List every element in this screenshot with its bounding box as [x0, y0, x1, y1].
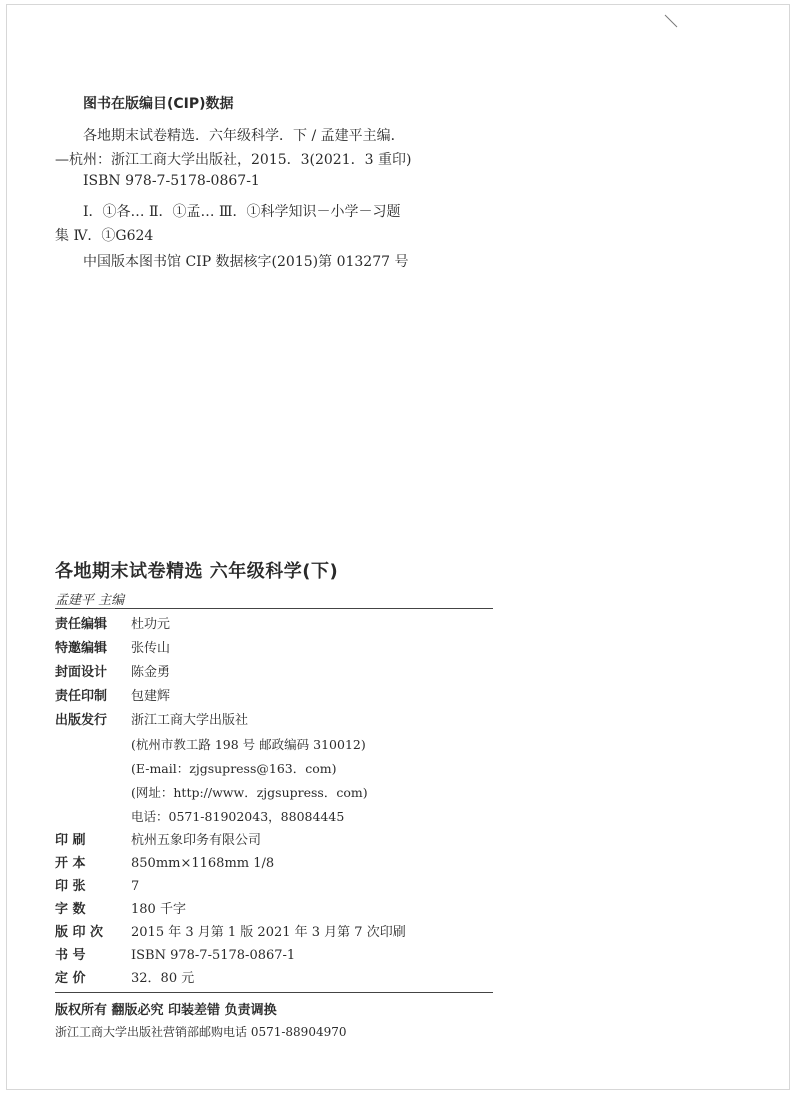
- spec-label: 印 刷: [55, 833, 86, 848]
- spec-row-isbn: [55, 946, 295, 966]
- spec-label: 字 数: [55, 902, 86, 917]
- cip-line-publisher: —杭州：浙江工商大学出版社，2015．3(2021．3 重印): [55, 152, 412, 168]
- spec-row-sheets: [55, 877, 139, 897]
- cip-line-classification-cont: 集 Ⅳ．①G624: [55, 228, 154, 244]
- divider-bottom: [55, 992, 493, 993]
- cip-line-record-number: 中国版本图书馆 CIP 数据核字(2015)第 013277 号: [83, 254, 409, 270]
- divider-top: [55, 608, 493, 609]
- spec-label: 定 价: [55, 971, 86, 986]
- staff-value: 杜功元: [131, 617, 171, 632]
- staff-value: 陈金勇: [131, 665, 171, 680]
- staff-row-publisher: [55, 711, 248, 731]
- staff-row-guest-editor: [55, 639, 170, 659]
- staff-label: 出版发行: [55, 713, 108, 728]
- staff-label: 责任编辑: [55, 617, 108, 632]
- spec-value: 32．80 元: [131, 971, 195, 986]
- chief-editor: 孟建平 主编: [55, 593, 125, 608]
- spec-row-format: [55, 854, 274, 874]
- spec-value: 杭州五象印务有限公司: [131, 833, 262, 848]
- cip-line-isbn: ISBN 978-7-5178-0867-1: [83, 173, 260, 189]
- spec-value: 850mm×1168mm 1/8: [131, 856, 275, 871]
- spec-value: ISBN 978-7-5178-0867-1: [131, 948, 296, 963]
- publisher-website: (网址：http://www．zjgsupress．com): [131, 785, 368, 800]
- staff-row-responsible-editor: [55, 615, 170, 635]
- sales-hotline: 浙江工商大学出版社营销部邮购电话 0571-88904970: [55, 1025, 347, 1039]
- spec-row-printer: [55, 831, 261, 851]
- staff-row-print-supervisor: [55, 687, 170, 707]
- publisher-address: (杭州市教工路 198 号 邮政编码 310012): [131, 737, 366, 752]
- staff-label: 封面设计: [55, 665, 108, 680]
- staff-label: 责任印制: [55, 689, 108, 704]
- spec-row-word-count: [55, 900, 186, 920]
- staff-row-cover-design: [55, 663, 170, 683]
- cip-heading: 图书在版编目(CIP)数据: [83, 96, 234, 112]
- publisher-email: (E-mail：zjgsupress@163．com): [131, 761, 337, 776]
- spec-row-price: [55, 969, 194, 989]
- book-title: 各地期末试卷精选 六年级科学(下): [55, 561, 339, 582]
- spec-label: 开 本: [55, 856, 86, 871]
- staff-value: 包建辉: [131, 689, 171, 704]
- cip-line-title: 各地期末试卷精选．六年级科学．下 / 孟建平主编．: [83, 128, 405, 144]
- staff-value: 张传山: [131, 641, 171, 656]
- spec-value: 2015 年 3 月第 1 版 2021 年 3 月第 7 次印刷: [131, 925, 406, 940]
- page-corner-mark: [663, 13, 679, 29]
- staff-label: 特邀编辑: [55, 641, 108, 656]
- spec-label: 印 张: [55, 879, 86, 894]
- spec-label: 版 印 次: [55, 925, 104, 940]
- spec-row-edition: [55, 923, 406, 943]
- publisher-phone: 电话：0571-81902043，88084445: [131, 809, 345, 824]
- spec-value: 7: [131, 879, 140, 894]
- copyright-notice: 版权所有 翻版必究 印装差错 负责调换: [55, 1003, 277, 1018]
- staff-value: 浙江工商大学出版社: [131, 713, 249, 728]
- spec-label: 书 号: [55, 948, 86, 963]
- cip-line-classification: Ⅰ．①各… Ⅱ．①孟… Ⅲ．①科学知识－小学－习题: [83, 204, 401, 220]
- book-page: [6, 4, 790, 1090]
- spec-value: 180 千字: [131, 902, 186, 917]
